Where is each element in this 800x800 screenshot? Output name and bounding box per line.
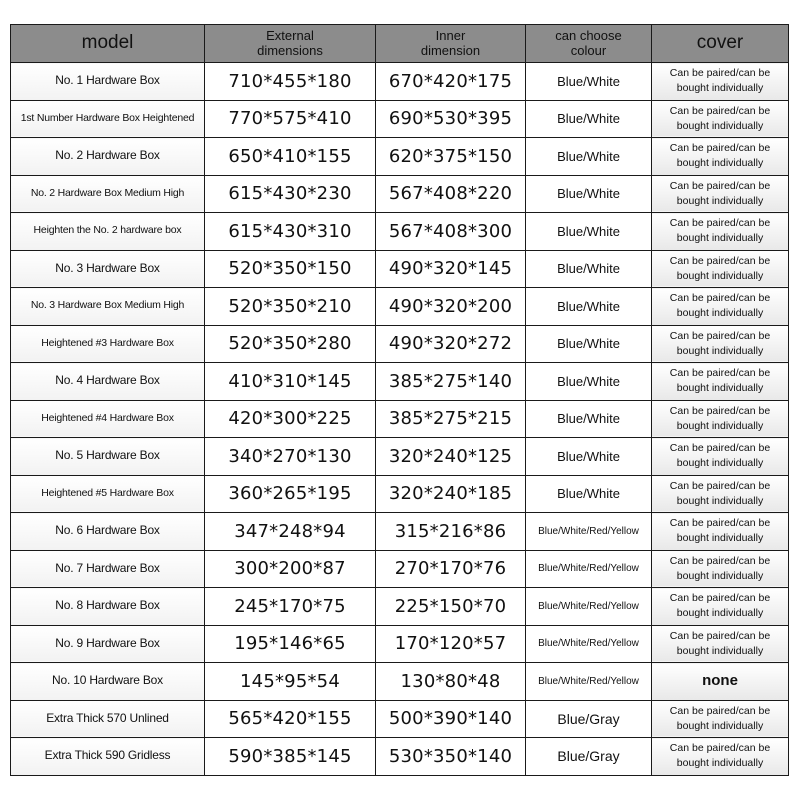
model-cell: No. 3 Hardware Box Medium High (11, 288, 205, 326)
header-external-dimensions (205, 25, 376, 63)
cover-cell: Can be paired/can be bought individually (652, 100, 789, 138)
colour-cell: Blue/White (526, 100, 652, 138)
external-dimensions-cell: 245*170*75 (205, 588, 376, 626)
colour-cell: Blue/White (526, 138, 652, 176)
header-external-line1: External (266, 28, 314, 44)
header-colour-line2: colour (570, 42, 607, 58)
model-cell: Extra Thick 570 Unlined (11, 700, 205, 738)
header-inner-line2: dimension (420, 42, 481, 58)
table-row (11, 288, 789, 326)
inner-dimension-cell: 130*80*48 (376, 663, 526, 701)
external-dimensions-cell: 145*95*54 (205, 663, 376, 701)
external-dimensions-cell: 590*385*145 (205, 738, 376, 776)
model-cell: No. 6 Hardware Box (11, 513, 205, 551)
table-row (11, 513, 789, 551)
inner-dimension-cell: 385*275*140 (376, 363, 526, 401)
cover-cell: Can be paired/can be bought individually (652, 63, 789, 101)
table-row (11, 250, 789, 288)
model-cell: No. 2 Hardware Box (11, 138, 205, 176)
external-dimensions-cell: 770*575*410 (205, 100, 376, 138)
cover-cell: Can be paired/can be bought individually (652, 625, 789, 663)
model-cell: No. 4 Hardware Box (11, 363, 205, 401)
cover-cell: Can be paired/can be bought individually (652, 475, 789, 513)
cover-cell: Can be paired/can be bought individually (652, 700, 789, 738)
model-cell: No. 9 Hardware Box (11, 625, 205, 663)
colour-cell: Blue/White/Red/Yellow (526, 513, 652, 551)
header-inner-line1: Inner (435, 28, 466, 44)
external-dimensions-cell: 565*420*155 (205, 700, 376, 738)
table-row (11, 663, 789, 701)
table-row (11, 363, 789, 401)
inner-dimension-cell: 385*275*215 (376, 400, 526, 438)
external-dimensions-cell: 195*146*65 (205, 625, 376, 663)
table-row (11, 700, 789, 738)
colour-cell: Blue/White (526, 175, 652, 213)
cover-cell: Can be paired/can be bought individually (652, 288, 789, 326)
colour-cell: Blue/White (526, 213, 652, 251)
inner-dimension-cell: 490*320*200 (376, 288, 526, 326)
cover-cell: Can be paired/can be bought individually (652, 325, 789, 363)
model-cell: 1st Number Hardware Box Heightened (11, 100, 205, 138)
model-cell: No. 7 Hardware Box (11, 550, 205, 588)
table-row (11, 475, 789, 513)
table-row (11, 588, 789, 626)
header-model: model (11, 25, 205, 63)
cover-cell: Can be paired/can be bought individually (652, 138, 789, 176)
table-row (11, 625, 789, 663)
inner-dimension-cell: 225*150*70 (376, 588, 526, 626)
external-dimensions-cell: 340*270*130 (205, 438, 376, 476)
model-cell: Heightened #5 Hardware Box (11, 475, 205, 513)
cover-cell: Can be paired/can be bought individually (652, 175, 789, 213)
external-dimensions-cell: 615*430*310 (205, 213, 376, 251)
external-dimensions-cell: 615*430*230 (205, 175, 376, 213)
inner-dimension-cell: 567*408*300 (376, 213, 526, 251)
cover-cell: Can be paired/can be bought individually (652, 588, 789, 626)
inner-dimension-cell: 567*408*220 (376, 175, 526, 213)
cover-cell: Can be paired/can be bought individually (652, 738, 789, 776)
table-row (11, 213, 789, 251)
table-row (11, 400, 789, 438)
colour-cell: Blue/White (526, 475, 652, 513)
header-colour (526, 25, 652, 63)
model-cell: No. 8 Hardware Box (11, 588, 205, 626)
model-cell: No. 5 Hardware Box (11, 438, 205, 476)
cover-cell: Can be paired/can be bought individually (652, 438, 789, 476)
cover-cell: Can be paired/can be bought individually (652, 550, 789, 588)
inner-dimension-cell: 620*375*150 (376, 138, 526, 176)
table-row (11, 63, 789, 101)
colour-cell: Blue/White (526, 63, 652, 101)
inner-dimension-cell: 490*320*272 (376, 325, 526, 363)
model-cell: No. 1 Hardware Box (11, 63, 205, 101)
cover-cell: none (652, 663, 789, 701)
model-cell: No. 3 Hardware Box (11, 250, 205, 288)
cover-cell: Can be paired/can be bought individually (652, 250, 789, 288)
table-header (11, 25, 789, 63)
table-row (11, 325, 789, 363)
model-cell: Extra Thick 590 Gridless (11, 738, 205, 776)
header-row (11, 25, 789, 63)
inner-dimension-cell: 270*170*76 (376, 550, 526, 588)
external-dimensions-cell: 347*248*94 (205, 513, 376, 551)
colour-cell: Blue/Gray (526, 700, 652, 738)
hardware-box-spec-table (10, 24, 789, 776)
external-dimensions-cell: 410*310*145 (205, 363, 376, 401)
colour-cell: Blue/White (526, 325, 652, 363)
colour-cell: Blue/White (526, 288, 652, 326)
table-row (11, 438, 789, 476)
external-dimensions-cell: 650*410*155 (205, 138, 376, 176)
model-cell: No. 2 Hardware Box Medium High (11, 175, 205, 213)
model-cell: No. 10 Hardware Box (11, 663, 205, 701)
model-cell: Heightened #4 Hardware Box (11, 400, 205, 438)
colour-cell: Blue/White (526, 400, 652, 438)
cover-cell: Can be paired/can be bought individually (652, 513, 789, 551)
external-dimensions-cell: 520*350*280 (205, 325, 376, 363)
external-dimensions-cell: 300*200*87 (205, 550, 376, 588)
cover-cell: Can be paired/can be bought individually (652, 213, 789, 251)
inner-dimension-cell: 320*240*125 (376, 438, 526, 476)
colour-cell: Blue/White/Red/Yellow (526, 588, 652, 626)
table-row (11, 138, 789, 176)
colour-cell: Blue/Gray (526, 738, 652, 776)
table-body (11, 63, 789, 776)
inner-dimension-cell: 320*240*185 (376, 475, 526, 513)
header-colour-line1: can choose (555, 28, 622, 44)
header-cover: cover (652, 25, 789, 63)
inner-dimension-cell: 170*120*57 (376, 625, 526, 663)
model-cell: Heightened #3 Hardware Box (11, 325, 205, 363)
external-dimensions-cell: 360*265*195 (205, 475, 376, 513)
header-external-line2: dimensions (257, 42, 323, 58)
colour-cell: Blue/White/Red/Yellow (526, 663, 652, 701)
header-inner-dimension (376, 25, 526, 63)
cover-cell: Can be paired/can be bought individually (652, 400, 789, 438)
inner-dimension-cell: 670*420*175 (376, 63, 526, 101)
table-row (11, 738, 789, 776)
model-cell: Heighten the No. 2 hardware box (11, 213, 205, 251)
table-row (11, 175, 789, 213)
colour-cell: Blue/White (526, 363, 652, 401)
table-row (11, 100, 789, 138)
external-dimensions-cell: 520*350*150 (205, 250, 376, 288)
colour-cell: Blue/White/Red/Yellow (526, 625, 652, 663)
table-row (11, 550, 789, 588)
colour-cell: Blue/White (526, 250, 652, 288)
colour-cell: Blue/White/Red/Yellow (526, 550, 652, 588)
external-dimensions-cell: 520*350*210 (205, 288, 376, 326)
external-dimensions-cell: 420*300*225 (205, 400, 376, 438)
inner-dimension-cell: 315*216*86 (376, 513, 526, 551)
inner-dimension-cell: 500*390*140 (376, 700, 526, 738)
inner-dimension-cell: 490*320*145 (376, 250, 526, 288)
external-dimensions-cell: 710*455*180 (205, 63, 376, 101)
inner-dimension-cell: 530*350*140 (376, 738, 526, 776)
colour-cell: Blue/White (526, 438, 652, 476)
cover-cell: Can be paired/can be bought individually (652, 363, 789, 401)
inner-dimension-cell: 690*530*395 (376, 100, 526, 138)
